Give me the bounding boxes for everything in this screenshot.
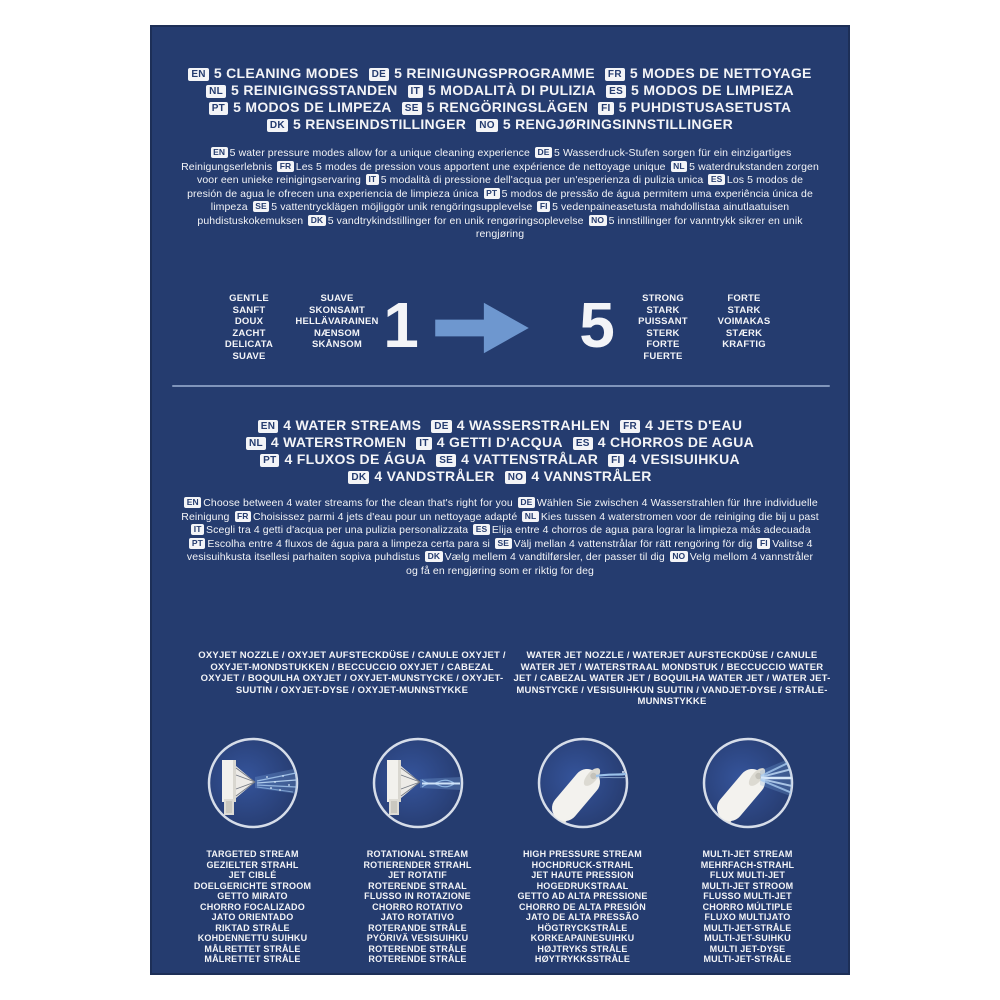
title-segment [608, 451, 740, 467]
title-segment [416, 434, 563, 450]
title-text: 5 REINIGUNGSPROGRAMME [394, 65, 595, 81]
scale-start-number: 1 [383, 289, 419, 361]
water-streams-title [152, 417, 848, 485]
gentle-word: DELICATA [224, 339, 274, 350]
section-divider [172, 385, 830, 387]
title-text: 5 MODES DE NETTOYAGE [629, 65, 812, 81]
language-tag: FI [608, 454, 624, 467]
gentle-words-column-2 [291, 293, 383, 351]
language-tag: ES [573, 437, 593, 450]
stream-name: HØYTRYKKSSTRÅLE [534, 954, 631, 964]
title-line [152, 99, 848, 116]
multi-jet-stream-names [665, 849, 830, 965]
gentle-word: ZACHT [232, 327, 266, 339]
language-tag: FR [620, 420, 640, 433]
language-tag: SE [495, 538, 512, 549]
water-streams-description [180, 497, 820, 578]
paragraph-text: 5 innstillinger for vanntrykk sikrer en unik rengjøring [475, 214, 803, 240]
title-segment [188, 65, 358, 81]
stream-illustrations-row [152, 735, 848, 831]
paragraph-text: Escolha entre 4 fluxos de água para a limpeza certa para si [207, 537, 490, 550]
strong-word: PUISSANT [638, 316, 688, 327]
strong-word: STÆRK [725, 327, 763, 339]
stream-name: JET CIBLÉ [228, 870, 277, 880]
language-tag: EN [211, 147, 228, 158]
language-tag: NL [671, 161, 688, 172]
language-tag: IT [408, 85, 424, 98]
stream-name: FLUSSO MULTI-JET [703, 891, 792, 901]
stream-name: FLUXO MULTIJATO [704, 912, 791, 922]
strong-words-column-2 [698, 293, 790, 351]
stream-name: DOELGERICHTE STROOM [193, 880, 312, 891]
language-tag: EN [258, 420, 279, 433]
stream-name: ROTIERENDER STRAHL [363, 859, 472, 870]
title-segment [505, 468, 652, 484]
oxyjet-nozzle-title: OXYJET NOZZLE / OXYJET AUFSTECKDÜSE / CANULE OXYJET / OXYJET-MONDSTUKKEN / BECCUCCIO OXYJET / CABEZAL OXYJET / BOQUILHA OXYJET / OXYJET-MUNSTYCKE / OXYJET-SUUTIN / OXYJET-DYSE / OXYJET-MUNNSTYKKE [198, 650, 506, 696]
title-segment [206, 82, 397, 98]
title-text: 4 VANDSTRÅLER [374, 468, 495, 484]
language-tag: SE [436, 454, 456, 467]
intensity-scale [152, 289, 848, 405]
language-tag: NO [476, 119, 498, 132]
cleaning-modes-description [180, 147, 820, 242]
language-tag: PT [209, 102, 228, 115]
title-line [152, 417, 848, 434]
title-segment [605, 65, 812, 81]
language-tag: DE [431, 420, 452, 433]
stream-name: HOCHDRUCK-STRAHL [531, 859, 634, 870]
language-tag: DE [535, 147, 552, 158]
paragraph-text: 5 vattentrycklägen möjliggör unik rengöringsupplevelse [271, 201, 533, 213]
title-segment [209, 99, 392, 115]
language-tag: DE [518, 497, 535, 508]
language-tag: FR [277, 161, 294, 172]
strong-word: VOIMAKAS [717, 316, 771, 327]
nozzle-titles-row [152, 650, 848, 708]
title-line [152, 65, 848, 82]
title-text: 5 CLEANING MODES [213, 65, 359, 81]
stream-name: JATO ORIENTADO [211, 912, 294, 922]
stream-name: MULTI-JET-STRÅLE [703, 922, 792, 933]
paragraph-text: 5 waterdrukstanden zorgen voor een unieke reinigingservaring [196, 160, 819, 186]
title-text: 5 RENGÖRINGSLÄGEN [426, 99, 589, 115]
cleaning-modes-title [152, 65, 848, 133]
language-tag: FI [598, 102, 614, 115]
stream-name: GEZIELTER STRAHL [206, 859, 299, 870]
strong-word: STERK [646, 327, 680, 339]
stream-name: TARGETED STREAM [206, 849, 299, 859]
language-tag: IT [191, 524, 204, 535]
strong-word: FORTE [646, 339, 680, 350]
title-segment [267, 116, 466, 132]
language-tag: SE [402, 102, 422, 115]
title-segment [598, 99, 791, 115]
language-tag: SE [253, 201, 270, 212]
rotational-stream-names [335, 849, 500, 965]
gentle-word: SKÅNSOM [312, 339, 362, 350]
paragraph-text: 5 modos de pressão de água permitem uma experiência única de limpeza [210, 187, 813, 213]
stream-name: MULTI JET-DYSE [709, 943, 786, 954]
title-segment [246, 434, 406, 450]
title-text: 4 VATTENSTRÅLAR [461, 451, 599, 467]
paragraph-text: 5 water pressure modes allow for a unique cleaning experience [229, 147, 530, 159]
paragraph-text: Välj mellan 4 vattenstrålar för rätt rengöring för dig [513, 537, 753, 550]
language-tag: NL [246, 437, 266, 450]
stream-name: HIGH PRESSURE STREAM [522, 849, 642, 859]
language-tag: NO [670, 551, 688, 562]
stream-name: ROTERENDE STRAAL [368, 880, 467, 891]
stream-name: CHORRO FOCALIZADO [200, 901, 305, 912]
stream-name: KOHDENNETTU SUIHKU [197, 933, 308, 943]
language-tag: DK [425, 551, 442, 562]
gentle-word: SANFT [232, 304, 266, 316]
stream-name: GETTO AD ALTA PRESSIONE [517, 891, 648, 901]
title-segment [476, 116, 733, 132]
title-text: 4 JETS D'EAU [645, 417, 743, 433]
multi-jet-stream-icon [700, 735, 796, 831]
title-segment [258, 417, 422, 433]
high-pressure-stream-names [500, 849, 665, 965]
high-pressure-stream-icon [535, 735, 631, 831]
title-line [152, 451, 848, 468]
title-segment [436, 451, 598, 467]
title-segment [402, 99, 588, 115]
stream-name: CHORRO DE ALTA PRESIÓN [519, 901, 646, 912]
title-text: 5 RENSEINDSTILLINGER [292, 116, 467, 132]
language-tag: FI [757, 538, 770, 549]
title-text: 4 CHORROS DE AGUA [597, 434, 755, 450]
stream-name: JET ROTATIF [388, 870, 447, 880]
paragraph-text: 5 Wasserdruck-Stufen sorgen für ein einzigartiges Reinigungserlebnis [181, 147, 792, 173]
gentle-words-column-1 [203, 293, 295, 362]
title-text: 4 WASSERSTRAHLEN [456, 417, 611, 433]
language-tag: DK [308, 215, 325, 226]
stream-name: HÖGTRYCKSTRÅLE [537, 922, 628, 933]
stream-name: MEHRFACH-STRAHL [700, 859, 795, 870]
stream-name: HØJTRYKS STRÅLE [537, 943, 628, 954]
title-text: 5 PUHDISTUSASETUSTA [618, 99, 792, 115]
stream-name: RIKTAD STRÅLE [215, 922, 290, 933]
targeted-stream-names [170, 849, 335, 965]
stream-name: JATO ROTATIVO [380, 912, 455, 922]
language-tag: ES [606, 85, 626, 98]
title-text: 4 WATERSTROMEN [270, 434, 407, 450]
title-text: 5 REINIGINGSSTANDEN [231, 82, 398, 98]
language-tag: ES [473, 524, 490, 535]
title-segment [348, 468, 494, 484]
title-segment [260, 451, 426, 467]
title-text: 5 MODOS DE LIMPIEZA [631, 82, 794, 98]
targeted-stream-icon [205, 735, 301, 831]
paragraph-text: Scegli tra 4 getti d'acqua per una pulizia personalizzata [206, 524, 469, 536]
stream-name: FLUSSO IN ROTAZIONE [364, 891, 471, 901]
strong-word: STARK [727, 304, 761, 316]
language-tag: NL [206, 85, 226, 98]
title-text: 4 FLUXOS DE ÁGUA [284, 451, 427, 467]
stream-name: MULTI-JET-SUIHKU [704, 933, 791, 943]
paragraph-text: Les 5 modes de pression vous apportent une expérience de nettoyage unique [295, 160, 666, 173]
gentle-word: SKONSAMT [309, 304, 365, 316]
language-tag: PT [260, 454, 279, 467]
stream-name: HOGEDRUKSTRAAL [536, 880, 629, 891]
language-tag: EN [188, 68, 209, 81]
paragraph-text: Wählen Sie zwischen 4 Wasserstrahlen für Ihre individuelle Reinigung [181, 497, 818, 523]
stream-name: FLUX MULTI-JET [709, 870, 786, 880]
stream-name: ROTERENDE STRÅLE [368, 943, 467, 954]
paragraph-text: Choisissez parmi 4 jets d'eau pour un nettoyage adapté [253, 510, 518, 523]
language-tag: NO [589, 215, 607, 226]
stream-name: MULTI-JET-STRÅLE [703, 954, 792, 964]
title-text: 5 RENGJØRINGSINNSTILLINGER [502, 116, 734, 132]
title-text: 4 VANNSTRÅLER [531, 468, 652, 484]
strong-word: FORTE [727, 293, 761, 304]
strong-word: FUERTE [643, 350, 683, 362]
rotational-stream-icon [370, 735, 466, 831]
paragraph-text: Los 5 modos de presión de agua le ofrecen una experiencia de limpieza única [187, 174, 804, 200]
title-line [152, 116, 848, 133]
stream-name: GETTO MIRATO [217, 891, 288, 901]
paragraph-text: Valitse 4 vesisuihkusta itsellesi parhaiten sopiva puhdistus [186, 537, 813, 563]
title-segment [431, 417, 610, 433]
stream-name: ROTERENDE STRÅLE [368, 954, 467, 964]
title-text: 4 VESISUIHKUA [628, 451, 740, 467]
package-panel [150, 25, 850, 975]
language-tag: FR [235, 511, 252, 522]
gentle-word: HELLÄVARAINEN [295, 316, 379, 327]
title-segment [369, 65, 595, 81]
stream-name: PYÖRIVÄ VESISUIHKU [366, 933, 469, 943]
paragraph-text: Kies tussen 4 waterstromen voor de reiniging die bij u past [540, 510, 819, 523]
stream-name: JATO DE ALTA PRESSÃO [525, 912, 640, 922]
language-tag: PT [189, 538, 205, 549]
title-text: 5 MODOS DE LIMPEZA [233, 99, 392, 115]
paragraph-text: Velg mellom 4 vannstråler og få en rengjøring som er riktig for deg [406, 551, 814, 577]
language-tag: FI [537, 201, 550, 212]
language-tag: DK [267, 119, 288, 132]
gentle-word: NÆNSOM [313, 327, 361, 339]
strong-word: STRONG [642, 293, 684, 304]
language-tag: FR [605, 68, 625, 81]
strong-words-column-1 [617, 293, 709, 362]
title-segment [606, 82, 794, 98]
title-line [152, 82, 848, 99]
stream-name: ROTERANDE STRÅLE [368, 922, 467, 933]
waterjet-nozzle-title: WATER JET NOZZLE / WATERJET AUFSTECKDÜSE / CANULE WATER JET / WATERSTRAAL MONDSTUK / BECCUCCIO WATER JET / CABEZAL WATER JET / BOQUILHA WATER JET / WATER JET-MUNSTYCKE / VESISUIHKUN SUUTIN / VANDJET-DYSE / STRÅLE-MUNNSTYKKE [513, 650, 831, 707]
strong-word: STARK [646, 304, 680, 316]
stream-names-row [152, 849, 848, 965]
language-tag: NL [522, 511, 539, 522]
paragraph-text: 5 vandtrykindstillinger for en unik rengøringsoplevelse [327, 214, 584, 227]
scale-end-number: 5 [579, 289, 615, 361]
paragraph-text: 5 vedenpaineasetusta mahdollistaa ainutlaatuisen puhdistuskokemuksen [197, 201, 790, 227]
stream-name: MÅLRETTET STRÅLE [204, 943, 301, 954]
stream-name: ROTATIONAL STREAM [366, 849, 469, 859]
language-tag: ES [708, 174, 725, 185]
stream-name: CHORRO MÚLTIPLE [702, 901, 793, 912]
gentle-word: DOUX [234, 316, 264, 327]
title-segment [620, 417, 742, 433]
title-text: 4 GETTI D'ACQUA [436, 434, 563, 450]
title-segment [573, 434, 754, 450]
strong-word: KRAFTIG [722, 339, 766, 350]
gentle-word: SUAVE [232, 350, 266, 362]
stream-name: MÅLRETTET STRÅLE [204, 954, 301, 964]
language-tag: IT [416, 437, 432, 450]
title-line [152, 434, 848, 451]
paragraph-text: Elija entre 4 chorros de agua para lograr la limpieza más adecuada [491, 524, 811, 536]
language-tag: DK [348, 471, 369, 484]
arrow-right-icon [432, 299, 532, 357]
gentle-word: SUAVE [320, 293, 354, 304]
paragraph-text: Vælg mellem 4 vandtilførsler, der passer til dig [444, 551, 665, 563]
title-line [152, 468, 848, 485]
paragraph-text: 5 modalità di pressione dell'acqua per un'esperienza di pulizia unica [380, 174, 704, 186]
paragraph-text: Choose between 4 water streams for the clean that's right for you [203, 497, 513, 509]
stream-name: KORKEAPAINESUIHKU [530, 933, 635, 943]
language-tag: NO [505, 471, 527, 484]
language-tag: EN [184, 497, 201, 508]
language-tag: PT [484, 188, 500, 199]
language-tag: DE [369, 68, 390, 81]
stream-name: MULTI-JET STROOM [701, 880, 794, 891]
title-text: 5 MODALITÀ DI PULIZIA [428, 82, 597, 98]
stream-name: JET HAUTE PRESSION [531, 870, 634, 880]
stream-name: MULTI-JET STREAM [702, 849, 793, 859]
title-text: 4 WATER STREAMS [283, 417, 422, 433]
stream-name: CHORRO ROTATIVO [372, 901, 463, 912]
language-tag: IT [366, 174, 379, 185]
gentle-word: GENTLE [229, 293, 269, 304]
title-segment [408, 82, 597, 98]
